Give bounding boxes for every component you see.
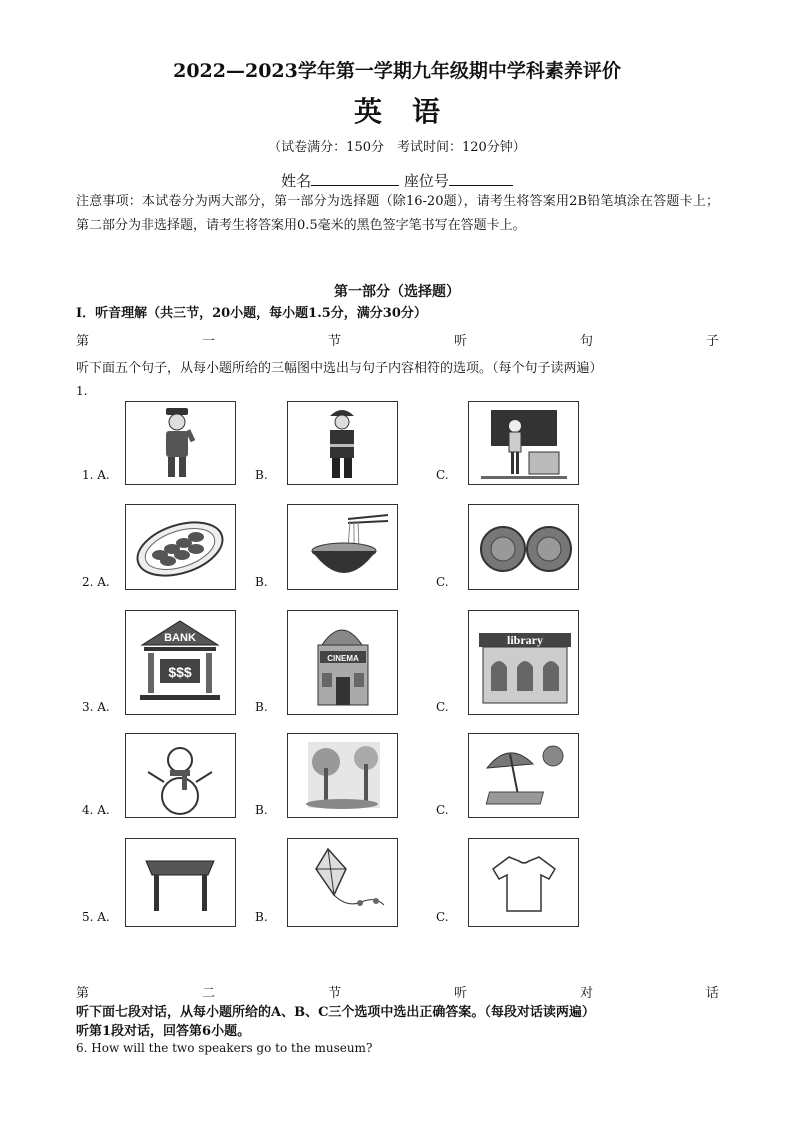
row4-label-b: B. bbox=[255, 803, 268, 817]
library-icon bbox=[469, 611, 578, 714]
heading-char: 第 bbox=[76, 986, 90, 1001]
notice-text: 注意事项：本试卷分为两大部分，第一部分为选择题（除16-20题），请考生将答案用2B铅笔填涂在答题卡上；第二部分为非选择题，请考生将答案用0.5毫米的黑色签字笔书写在答题卡上。 bbox=[76, 194, 719, 233]
row3-label-c: C. bbox=[436, 700, 449, 714]
section-I-heading: I．听音理解（共三节，20小题，每小题1.5分，满分30分） bbox=[76, 306, 427, 321]
noodles-icon bbox=[288, 505, 397, 589]
cinema-text: CINEMA bbox=[327, 654, 359, 663]
firefighter-icon bbox=[288, 402, 397, 484]
row1-label-a: 1. A. bbox=[82, 468, 110, 482]
bank-text: BANK bbox=[164, 632, 196, 644]
option-4c-picture[interactable] bbox=[468, 733, 579, 818]
row5-label-c: C. bbox=[436, 910, 449, 924]
option-2b-picture[interactable] bbox=[287, 504, 398, 590]
name-blank[interactable] bbox=[311, 171, 399, 186]
row5-label-b: B. bbox=[255, 910, 268, 924]
teacher-icon bbox=[469, 402, 578, 484]
section2-subinstruction: 听第1段对话，回答第6小题。 bbox=[76, 1024, 251, 1039]
heading-char: 第 bbox=[76, 334, 90, 349]
row2-label-a: 2. A. bbox=[82, 575, 110, 589]
row4-label-c: C. bbox=[436, 803, 449, 817]
section2-instruction: 听下面七段对话，从每小题所给的A、B、C三个选项中选出正确答案。（每段对话读两遍） bbox=[76, 1005, 595, 1020]
row2-label-c: C. bbox=[436, 575, 449, 589]
section1-heading bbox=[76, 330, 719, 349]
option-2a-picture[interactable] bbox=[125, 504, 236, 590]
option-4b-picture[interactable] bbox=[287, 733, 398, 818]
kite-icon bbox=[288, 839, 397, 926]
option-1b-picture[interactable] bbox=[287, 401, 398, 485]
bank-icon bbox=[126, 611, 235, 714]
exam-title: 2022—2023学年第一学期九年级期中学科素养评价 bbox=[173, 60, 621, 82]
row5-label-a: 5. A. bbox=[82, 910, 110, 924]
option-1a-picture[interactable] bbox=[125, 401, 236, 485]
police-officer-icon bbox=[126, 402, 235, 484]
option-1c-picture[interactable] bbox=[468, 401, 579, 485]
dumplings-icon bbox=[126, 505, 235, 589]
seat-blank[interactable] bbox=[449, 171, 513, 186]
seat-label: 座位号 bbox=[403, 172, 449, 190]
name-seat-row bbox=[0, 170, 794, 191]
heading-char: 话 bbox=[705, 986, 719, 1001]
option-5c-picture[interactable] bbox=[468, 838, 579, 927]
exam-info: （试卷满分：150分 考试时间：120分钟） bbox=[268, 140, 526, 155]
question-6: 6. How will the two speakers go to the museum? bbox=[76, 1041, 373, 1055]
option-5b-picture[interactable] bbox=[287, 838, 398, 927]
option-3c-picture[interactable] bbox=[468, 610, 579, 715]
heading-char: 听 bbox=[453, 334, 467, 349]
option-4a-picture[interactable] bbox=[125, 733, 236, 818]
option-2c-picture[interactable] bbox=[468, 504, 579, 590]
autumn-tree-icon bbox=[288, 734, 397, 817]
heading-char: 节 bbox=[327, 334, 341, 349]
heading-char: 听 bbox=[453, 986, 467, 1001]
option-3a-picture[interactable] bbox=[125, 610, 236, 715]
part1-title: 第一部分（选择题） bbox=[334, 284, 460, 300]
heading-char: 句 bbox=[579, 334, 593, 349]
mooncakes-icon bbox=[469, 505, 578, 589]
bank-sign-text: $$$ bbox=[168, 664, 192, 680]
row3-label-b: B. bbox=[255, 700, 268, 714]
heading-char: 子 bbox=[705, 334, 719, 349]
tshirt-icon bbox=[469, 839, 578, 926]
subject-title: 英语 bbox=[353, 95, 470, 128]
row4-label-a: 4. A. bbox=[82, 803, 110, 817]
cinema-icon bbox=[288, 611, 397, 714]
row3-label-a: 3. A. bbox=[82, 700, 110, 714]
library-text: library bbox=[507, 633, 543, 647]
table-icon bbox=[126, 839, 235, 926]
snowman-icon bbox=[126, 734, 235, 817]
option-3b-picture[interactable] bbox=[287, 610, 398, 715]
row2-label-b: B. bbox=[255, 575, 268, 589]
option-5a-picture[interactable] bbox=[125, 838, 236, 927]
heading-char: 二 bbox=[201, 986, 215, 1001]
section2-heading bbox=[76, 982, 719, 1001]
section1-instruction: 听下面五个句子，从每小题所给的三幅图中选出与句子内容相符的选项。（每个句子读两遍） bbox=[76, 361, 603, 376]
beach-umbrella-icon bbox=[469, 734, 578, 817]
heading-char: 节 bbox=[327, 986, 341, 1001]
row1-label-b: B. bbox=[255, 468, 268, 482]
name-label: 姓名 bbox=[281, 172, 312, 190]
row1-label-c: C. bbox=[436, 468, 449, 482]
question-1-number: 1. bbox=[76, 384, 88, 398]
heading-char: 对 bbox=[579, 986, 593, 1001]
heading-char: 一 bbox=[201, 334, 215, 349]
